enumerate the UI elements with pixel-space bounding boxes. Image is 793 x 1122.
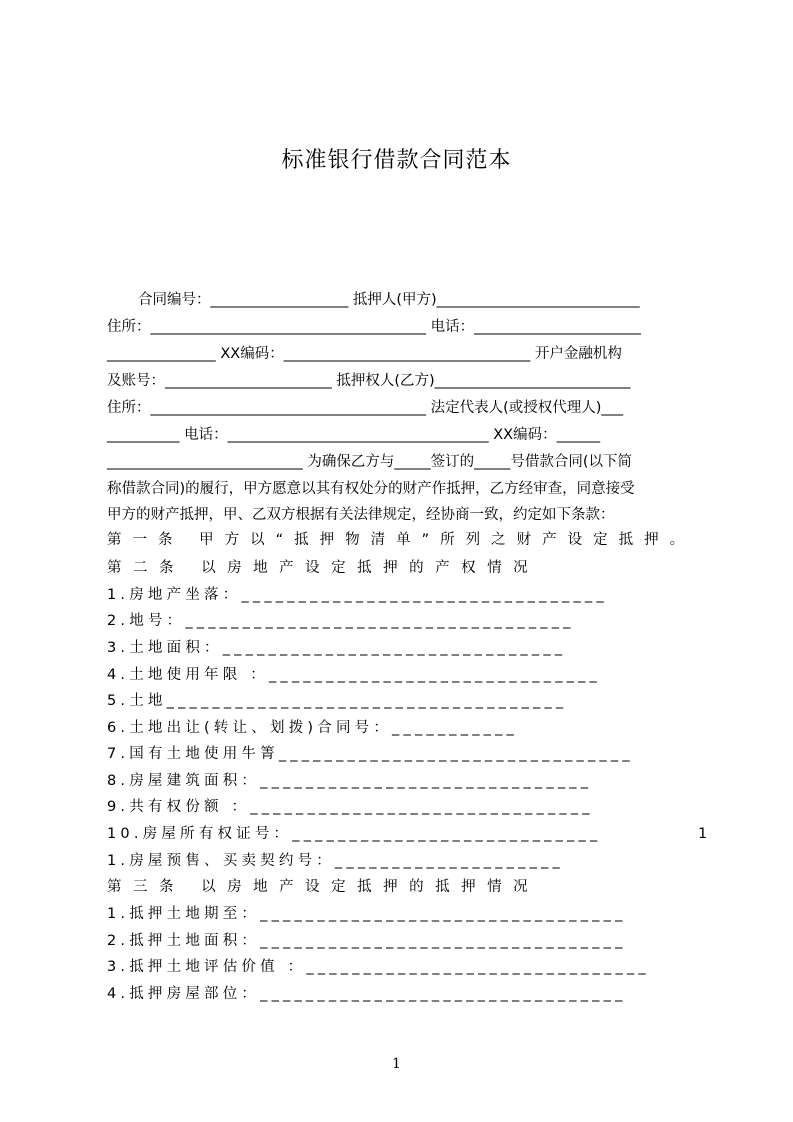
code-line: _______________ XX编码：__________________________________ 开户金融机构	[107, 346, 622, 362]
article-3-heading: 第三条 以房地产设定抵押的抵押情况	[107, 879, 540, 895]
form-field-line: 1.房屋预售、买卖契约号：____________________	[107, 853, 564, 869]
account-line: 及账号：_______________________ 抵押权人(乙方)___________________________	[107, 373, 631, 389]
form-field-line: 8.房屋建筑面积：_____________________________	[107, 773, 593, 789]
purpose-line: ___________________________ 为确保乙方与_____签订的_____号借款合同(以下简	[107, 454, 633, 470]
contract-header-line: 合同编号：___________________ 抵押人(甲方)____________________________	[138, 292, 640, 308]
form-field-line: 4.抵押房屋部位：________________________________	[107, 986, 627, 1002]
form-field-line: 10.房屋所有权证号：___________________________	[107, 826, 602, 842]
form-field-line: 4.土地使用年限 ：_____________________________	[107, 667, 601, 683]
form-field-line: 7.国有土地使用牛箐_______________________________	[107, 746, 634, 762]
form-field-line: 3.抵押土地评估价值 ：______________________________	[107, 959, 650, 975]
document-title: 标准银行借款合同范本	[281, 148, 512, 173]
article-1: 第一条 甲方以“抵押物清单”所列之财产设定抵押。	[107, 532, 696, 548]
address-line-2: 住所：______________________________________ 法定代表人(或授权代理人)___	[107, 400, 624, 416]
side-number: 1	[698, 826, 708, 842]
page-number: 1	[392, 1056, 401, 1072]
body-text-line: 甲方的财产抵押，甲、乙双方根据有关法律规定，经协商一致，约定如下条款：	[107, 507, 615, 523]
article-2-heading: 第二条 以房地产设定抵押的产权情况	[107, 560, 540, 576]
form-field-line: 2.抵押土地面积：________________________________	[107, 933, 627, 949]
form-field-line: 1.抵押土地期至：________________________________	[107, 906, 627, 922]
form-field-line: 2.地号：__________________________________	[107, 613, 575, 629]
address-line: 住所：______________________________________ 电话：_______________________	[107, 319, 641, 335]
form-field-line: 6.土地出让(转让、划拨)合同号：___________	[107, 720, 518, 736]
form-field-line: 9.共有权份额 ：______________________________	[107, 799, 594, 815]
form-field-line: 3.土地面积：______________________________	[107, 640, 567, 656]
form-field-line: 1.房地产坐落：________________________________	[107, 587, 608, 603]
form-field-line: 5.土地___________________________________	[107, 693, 568, 709]
body-text-line: 称借款合同)的履行，甲方愿意以其有权处分的财产作抵押，乙方经审查，同意接受	[107, 481, 635, 497]
phone-line: __________ 电话：____________________________________ XX编码：______	[107, 427, 601, 443]
